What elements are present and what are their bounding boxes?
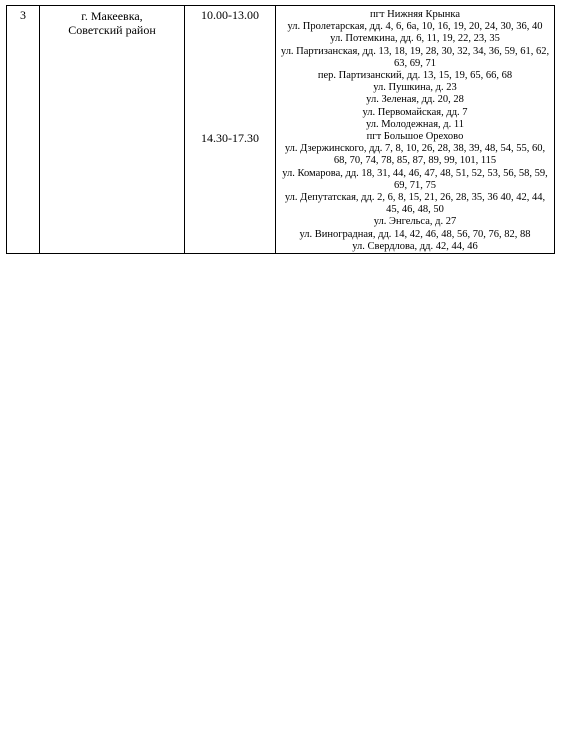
address-line: ул. Виноградная, дд. 14, 42, 46, 48, 56, 70, 76, 82, 88 (299, 228, 531, 240)
address-line: ул. Потемкина, дд. 6, 11, 19, 22, 23, 35 (330, 33, 500, 45)
address-line: ул. Партизанская, дд. 13, 18, 19, 28, 30, 32, 34, 36, 59, 61, 62, 63, 69, 71 (280, 45, 550, 69)
city-name: г. Макеевка, (81, 9, 143, 23)
address-line: ул. Депутатская, дд. 2, 6, 8, 15, 21, 26, 28, 35, 36 40, 42, 44, 45, 46, 48, 50 (284, 192, 546, 216)
document-page (6, 5, 554, 254)
address-line: ул. Энгельса, д. 27 (373, 216, 457, 228)
district-name: Советский район (68, 23, 156, 37)
time-slot-afternoon: 14.30-17.30 (201, 131, 259, 145)
address-line: пгт Большое Орехово (366, 131, 464, 143)
address-line: пер. Партизанский, дд. 13, 15, 19, 65, 66, 68 (317, 70, 513, 82)
address-line: ул. Дзержинского, дд. 7, 8, 10, 26, 28, 38, 39, 48, 54, 55, 60, 68, 70, 74, 78, 85, 87, 89, 99, 101, 115 (284, 143, 546, 167)
address-cell (276, 6, 555, 254)
address-line: ул. Зеленая, дд. 20, 28 (366, 94, 464, 106)
address-line: ул. Комарова, дд. 18, 31, 44, 46, 47, 48, 51, 52, 53, 56, 58, 59, 69, 71, 75 (282, 167, 548, 191)
row-number: 3 (20, 8, 26, 22)
address-line: ул. Пролетарская, дд. 4, 6, 6а, 10, 16, 19, 20, 24, 30, 36, 40 (287, 21, 543, 33)
address-line: ул. Свердлова, дд. 42, 44, 46 (352, 240, 478, 252)
address-line: пгт Нижняя Крынка (369, 9, 461, 20)
city-cell (40, 6, 185, 254)
address-line: ул. Первомайская, дд. 7 (362, 106, 468, 118)
address-line: ул. Молодежная, д. 11 (366, 118, 464, 130)
schedule-table (6, 5, 555, 254)
address-list (276, 6, 554, 253)
address-line: ул. Пушкина, д. 23 (373, 82, 457, 94)
time-spacer (185, 22, 275, 129)
time-slot-morning: 10.00-13.00 (201, 8, 259, 22)
row-number-cell (7, 6, 40, 254)
table-row (7, 6, 555, 254)
time-cell (185, 6, 276, 254)
